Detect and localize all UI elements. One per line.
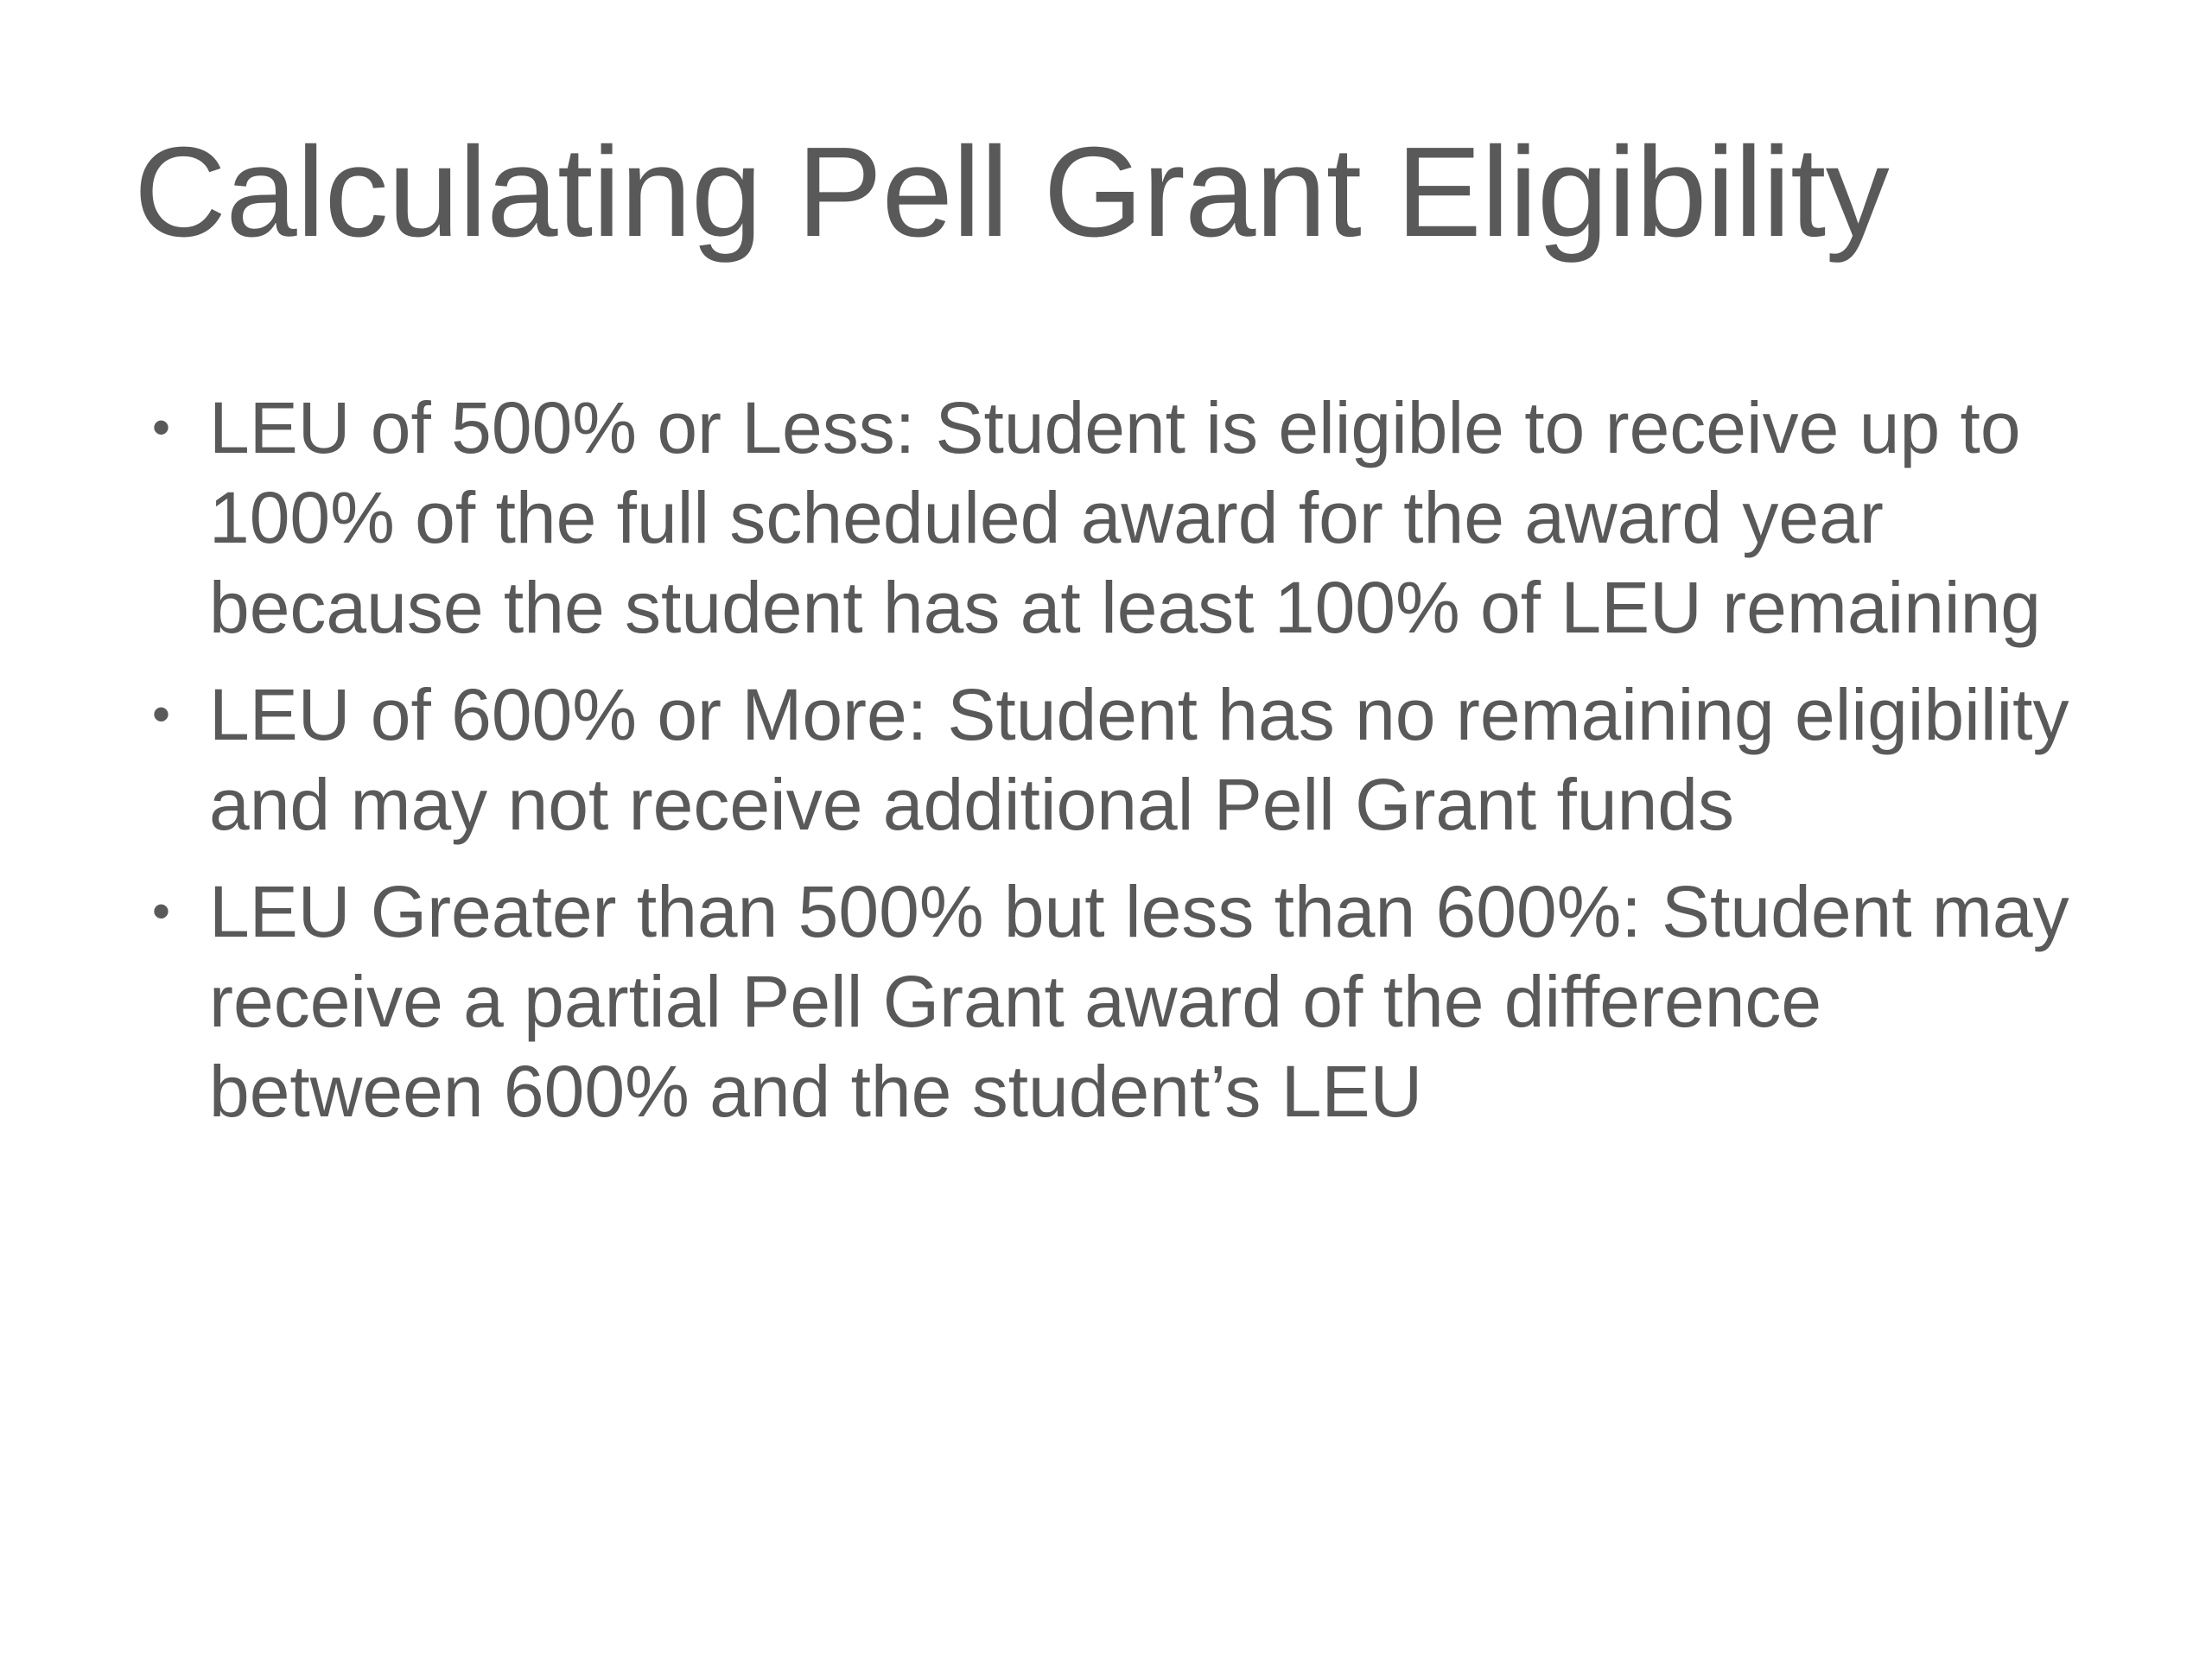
bullet-dot-icon: • bbox=[152, 685, 171, 743]
bullet-text: LEU of 500% or Less: Student is eligible to receive up to 100% of the full scheduled award for the award year because the student has at least 100% of LEU remaining bbox=[209, 387, 2042, 648]
bullet-list bbox=[147, 383, 2100, 1154]
bullet-item-leu-600-or-more bbox=[147, 670, 2100, 849]
slide-title: Calculating Pell Grant Eligibility bbox=[134, 121, 1890, 264]
bullet-text: LEU of 600% or More: Student has no remaining eligibility and may not receive additional Pell Grant funds bbox=[209, 674, 2069, 845]
bullet-item-leu-500-or-less bbox=[147, 383, 2100, 652]
bullet-text: LEU Greater than 500% but less than 600%: Student may receive a partial Pell Grant award of the difference between 600% and the student’s LEU bbox=[209, 871, 2069, 1132]
bullet-dot-icon: • bbox=[152, 398, 171, 456]
bullet-dot-icon: • bbox=[152, 882, 171, 940]
bullet-item-leu-between-500-and-600 bbox=[147, 867, 2100, 1136]
